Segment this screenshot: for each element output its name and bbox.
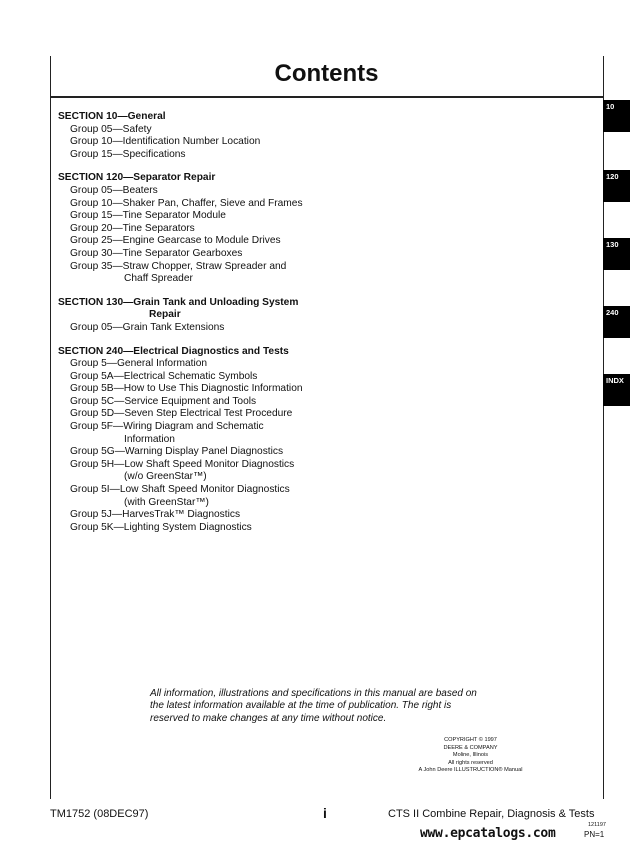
section-heading-text: SECTION 130—Grain Tank and Unloading System [58,296,299,308]
toc-group-item[interactable] [58,396,358,409]
toc-group-label: Group 20—Tine Separators [70,222,195,234]
toc-group-item[interactable] [58,358,358,371]
section-heading-continuation: Repair [149,309,181,321]
toc-group-item[interactable] [58,136,358,149]
section-heading[interactable] [58,297,358,322]
copyright-line: DEERE & COMPANY [443,744,498,751]
toc-group-label: Group 35—Straw Chopper, Straw Spreader and [70,260,287,272]
toc-group-label: Group 05—Grain Tank Extensions [70,321,225,333]
toc-group-label: Group 5I—Low Shaft Speed Monitor Diagnostics [70,484,290,496]
copyright-line: All rights reserved [448,759,493,766]
toc-group-label: Group 10—Identification Number Location [70,136,261,148]
section-heading[interactable] [58,111,358,124]
toc-group-item[interactable] [58,421,358,446]
toc-group-label: Group 5D—Seven Step Electrical Test Procedure [70,408,293,420]
toc-group-label: Group 5K—Lighting System Diagnostics [70,521,252,533]
toc-group-item[interactable] [58,198,358,211]
toc-group-item[interactable] [58,408,358,421]
toc-group-label: Group 5F—Wiring Diagram and Schematic [70,421,264,433]
toc-group-label: Group 05—Safety [70,123,152,135]
toc-group-continuation: Information [124,433,175,445]
toc-group-continuation: (with GreenStar™) [124,496,209,508]
disclaimer [150,688,510,725]
section-heading-text: SECTION 240—Electrical Diagnostics and Tests [58,345,289,357]
toc-group-label: Group 10—Shaker Pan, Chaffer, Sieve and Frames [70,197,303,209]
toc-group-label: Group 5B—How to Use This Diagnostic Information [70,383,303,395]
copyright-line: COPYRIGHT © 1997 [444,737,497,743]
copyright-line: Moline, Illinois [452,752,489,759]
disclaimer-line: the latest information available at the time of publication. The right is [150,700,452,712]
watermark-url[interactable]: www.epcatalogs.com [420,826,556,841]
toc-group-item[interactable] [58,185,358,198]
table-of-contents [58,111,358,534]
toc-group-item[interactable] [58,459,358,484]
toc-group-item[interactable] [58,124,358,137]
section-heading[interactable] [58,172,358,185]
toc-group-continuation: (w/o GreenStar™) [124,471,207,483]
toc-group-label: Group 5G—Warning Display Panel Diagnostics [70,446,284,458]
section-heading[interactable] [58,346,358,359]
section-tab-240[interactable]: 240 [603,306,630,338]
toc-group-item[interactable] [58,235,358,248]
toc-group-continuation: Chaff Spreader [124,273,193,285]
footer-manual-id: TM1752 (08DEC97) [50,808,149,820]
footer-page-number: i [323,805,327,821]
page-title: Contents [274,60,379,87]
disclaimer-line: All information, illustrations and specifications in this manual are based on [150,688,477,699]
section-heading-text: SECTION 120—Separator Repair [58,172,216,184]
toc-group-label: Group 5C—Service Equipment and Tools [70,395,257,407]
toc-group-item[interactable] [58,484,358,509]
copyright-line: A John Deere ILLUSTRUCTION® Manual [418,767,523,774]
toc-group-label: Group 05—Beaters [70,184,158,196]
section-tab-120[interactable]: 120 [603,170,630,202]
toc-group-label: Group 15—Tine Separator Module [70,210,226,222]
footer-manual-title: CTS II Combine Repair, Diagnosis & Tests [388,808,595,820]
toc-group-label: Group 5—General Information [70,358,208,370]
toc-group-item[interactable] [58,149,358,162]
toc-group-label: Group 5J—HarvesTrak™ Diagnostics [70,509,241,521]
toc-group-item[interactable] [58,446,358,459]
footer-pn: PN=1 [584,830,605,839]
disclaimer-line: reserved to make changes at any time without notice. [150,712,387,724]
toc-group-item[interactable] [58,383,358,396]
toc-group-item[interactable] [58,371,358,384]
toc-group-item[interactable] [58,261,358,286]
toc-group-item[interactable] [58,522,358,535]
toc-group-label: Group 30—Tine Separator Gearboxes [70,247,243,259]
section-tab-10[interactable]: 10 [603,100,630,132]
toc-group-label: Group 5A—Electrical Schematic Symbols [70,370,258,382]
toc-group-label: Group 15—Specifications [70,148,186,160]
section-tab-index[interactable]: INDX [603,374,630,406]
toc-group-item[interactable] [58,509,358,522]
toc-group-item[interactable] [58,248,358,261]
toc-group-label: Group 5H—Low Shaft Speed Monitor Diagnostics [70,458,295,470]
copyright-block [408,737,533,775]
section-heading-text: SECTION 10—General [58,111,166,122]
toc-group-label: Group 25—Engine Gearcase to Module Drives [70,235,281,247]
section-tab-130[interactable]: 130 [603,238,630,270]
toc-group-item[interactable] [58,223,358,236]
toc-group-item[interactable] [58,210,358,223]
toc-group-item[interactable] [58,322,358,335]
footer-date-code: 121197 [588,822,606,828]
